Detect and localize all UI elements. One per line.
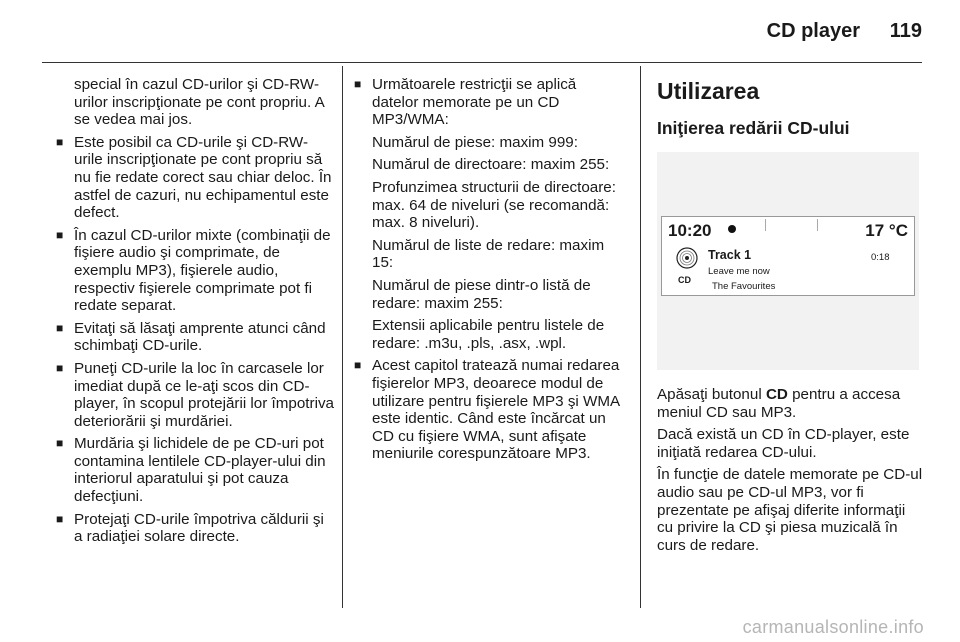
column-divider-1 (342, 66, 343, 608)
column-2 (354, 76, 624, 468)
cd-disc-icon (676, 247, 698, 269)
restriction-item: Profunzimea structurii de directoare: max. 64 de niveluri (se recomandă: max. 8 niveluri). (372, 178, 616, 232)
display-illustration (657, 152, 919, 370)
header-title: CD player (766, 20, 860, 42)
restriction-item: Numărul de piese: maxim 999: (372, 133, 578, 151)
bullet-item: ■ Puneţi CD-urile la loc în carcasele lor imediat după ce le-aţi scos din CD-player, în scopul protejării lor împotriva deteriorării şi murdăriei. (56, 360, 336, 430)
paragraph: Dacă există un CD în CD-player, este iniţiată redarea CD-ului. (657, 426, 910, 461)
page-number: 119 (889, 20, 922, 42)
screen-tick (817, 219, 818, 231)
site-watermark: carmanualsonline.info (742, 617, 924, 637)
screen-tick (765, 219, 766, 231)
section-heading: Utilizarea (657, 78, 760, 104)
artist-name: The Favourites (712, 281, 776, 292)
temperature-readout: 17 °C (865, 221, 908, 240)
restriction-item: Numărul de liste de redare: maxim 15: (372, 236, 605, 272)
instruction-paragraph (657, 386, 925, 421)
paragraph: În funcţie de datele memorate pe CD-ul audio sau pe CD-ul MP3, vor fi prezentate pe afişaj diferite informaţii cu privire la CD şi piesa muzicală în curs de redare. (657, 466, 923, 554)
column-3 (657, 76, 925, 559)
bullet-item: ■ Acest capitol tratează numai redarea fişierelor MP3, deoarece modul de utilizare pentru fişierele MP3 şi WMA este identic. Când este încărcat un CD cu fişiere WMA, sunt afişate meniurile corespunzătoare MP3. (354, 357, 624, 463)
bullet-item: ■ Este posibil ca CD-urile şi CD-RW-urile inscripţionate pe cont propriu să nu fie redate corect sau chiar deloc. În astfel de cazuri, nu echipamentul este defect. (56, 134, 336, 222)
restriction-item: Numărul de piese dintr-o listă de redare: maxim 255: (372, 276, 591, 312)
header-divider (42, 62, 922, 63)
song-title: Leave me now (708, 266, 770, 277)
bullet-item: ■ Murdăria şi lichidele de pe CD-uri pot contamina lentilele CD-player-ului din interiorul aparatului şi pot cauza defecţiuni. (56, 435, 336, 505)
cd-source-label: CD (678, 275, 691, 285)
page-header (0, 0, 960, 62)
clock-readout: 10:20 (668, 221, 712, 240)
text-run: Apăsaţi butonul (657, 386, 766, 403)
restrictions-intro: ■ Următoarele restricţii se aplică datelor memorate pe un CD MP3/WMA: (354, 76, 624, 129)
bullet-item: ■ Protejaţi CD-urile împotriva căldurii şi a radiaţiei solare directe. (56, 511, 336, 546)
bullet-item: ■ În cazul CD-urilor mixte (combinaţii de fişiere audio şi comprimate, de exemplu MP3), fişierele audio, respectiv fişierele comprimate pot fi redate separat. (56, 227, 336, 315)
bullet-item: ■ Evitaţi să lăsaţi amprente atunci când schimbaţi CD-urile. (56, 320, 336, 355)
cd-button-label: CD (765, 386, 788, 403)
status-dot-icon (728, 225, 736, 233)
track-title: Track 1 (708, 248, 752, 262)
continuation-text: special în cazul CD-urilor şi CD-RW-urilor inscripţionate pe cont propriu. A se vedea mai jos. (74, 76, 324, 129)
text-run: pentru a accesa meniul CD sau MP3. (657, 386, 901, 421)
column-1 (56, 76, 336, 551)
restriction-item: Extensii aplicabile pentru listele de redare: .m3u, .pls, .asx, .wpl. (372, 317, 605, 352)
infotainment-screen (661, 216, 915, 296)
column-divider-2 (640, 66, 641, 608)
subsection-heading: Iniţierea redării CD-ului (657, 118, 850, 138)
elapsed-time: 0:18 (871, 252, 890, 263)
restriction-item: Numărul de directoare: maxim 255: (372, 156, 610, 174)
